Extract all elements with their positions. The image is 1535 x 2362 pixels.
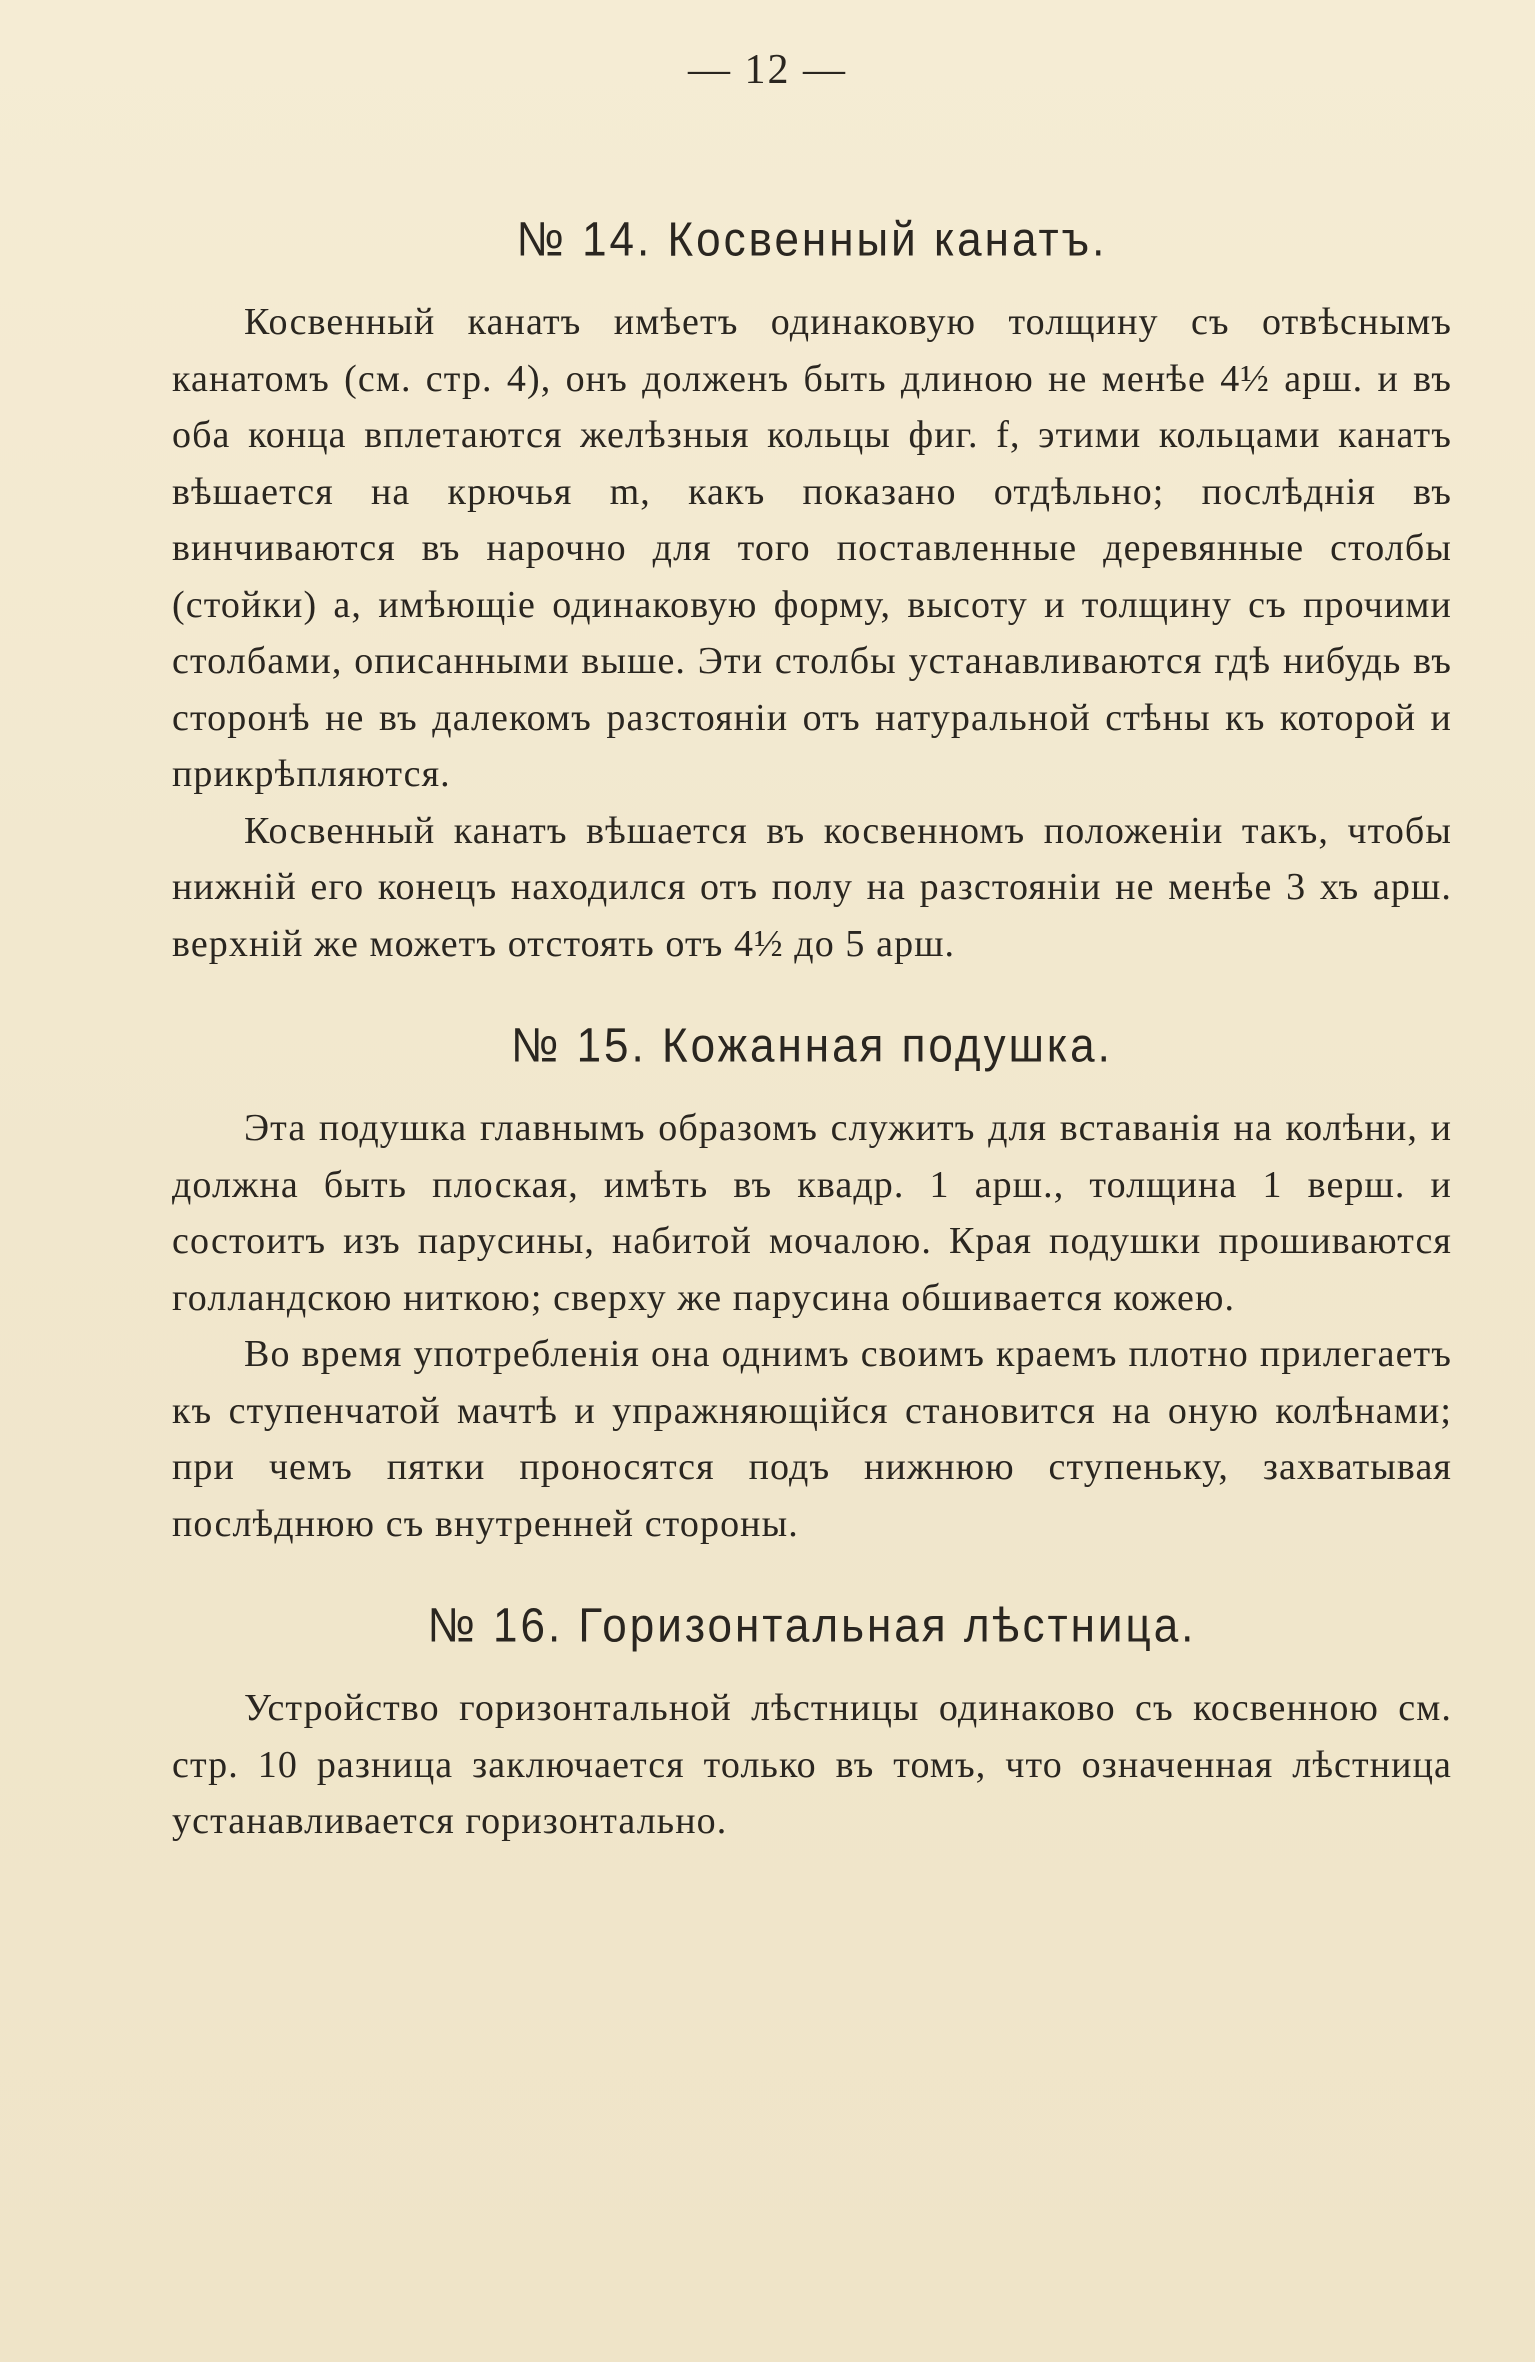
section-heading: № 15. Кожанная подушка. [511, 1018, 1113, 1073]
page-body [172, 200, 1452, 1884]
paragraph: Косвенный канатъ вѣшается въ косвенномъ положеніи такъ, чтобы нижній его конецъ находился отъ полу на разстояніи не менѣе 3 хъ арш. верхній же можетъ отстоять отъ 4½ до 5 арш. [172, 809, 1452, 965]
section-heading: № 14. Косвенный канатъ. [516, 212, 1108, 267]
section-heading: № 16. Горизонтальная лѣстница. [427, 1598, 1197, 1653]
paragraph: Во время употребленія она однимъ своимъ краемъ плотно прилегаетъ къ ступенчатой мачтѣ и упражняющійся становится на оную колѣнами; при чемъ пятки проносятся подъ нижнюю ступеньку, захватывая послѣднюю съ внутренней стороны. [172, 1333, 1452, 1545]
paragraph: Эта подушка главнымъ образомъ служитъ для вставанія на колѣни, и должна быть плоская, имѣть въ квадр. 1 арш., толщина 1 верш. и состоитъ изъ парусины, набитой мочалою. Края подушки прошиваются голландскою ниткою; сверху же парусина обшивается кожею. [172, 1107, 1452, 1319]
section-16 [172, 1586, 1452, 1850]
paragraph: Косвенный канатъ имѣетъ одинаковую толщину съ отвѣснымъ канатомъ (см. стр. 4), онъ долженъ быть длиною не менѣе 4½ арш. и въ оба конца вплетаются желѣзныя кольцы фиг. f, этими кольцами канатъ вѣшается на крючья m, какъ показано отдѣльно; послѣднія въ винчиваются въ нарочно для того поставленные деревянные столбы (стойки) a, имѣющіе одинаковую форму, высоту и толщину съ прочими столбами, описанными выше. Эти столбы устанавливаются гдѣ нибудь въ сторонѣ не въ далекомъ разстояніи отъ натуральной стѣны къ которой и прикрѣпляются. [172, 301, 1452, 795]
page-number: — 12 — [688, 47, 847, 93]
section-14 [172, 200, 1452, 972]
section-15 [172, 1006, 1452, 1552]
paragraph: Устройство горизонтальной лѣстницы одинаково съ косвенною см. стр. 10 разница заключается только въ томъ, что означенная лѣстница устанавливается горизонтально. [172, 1687, 1452, 1842]
